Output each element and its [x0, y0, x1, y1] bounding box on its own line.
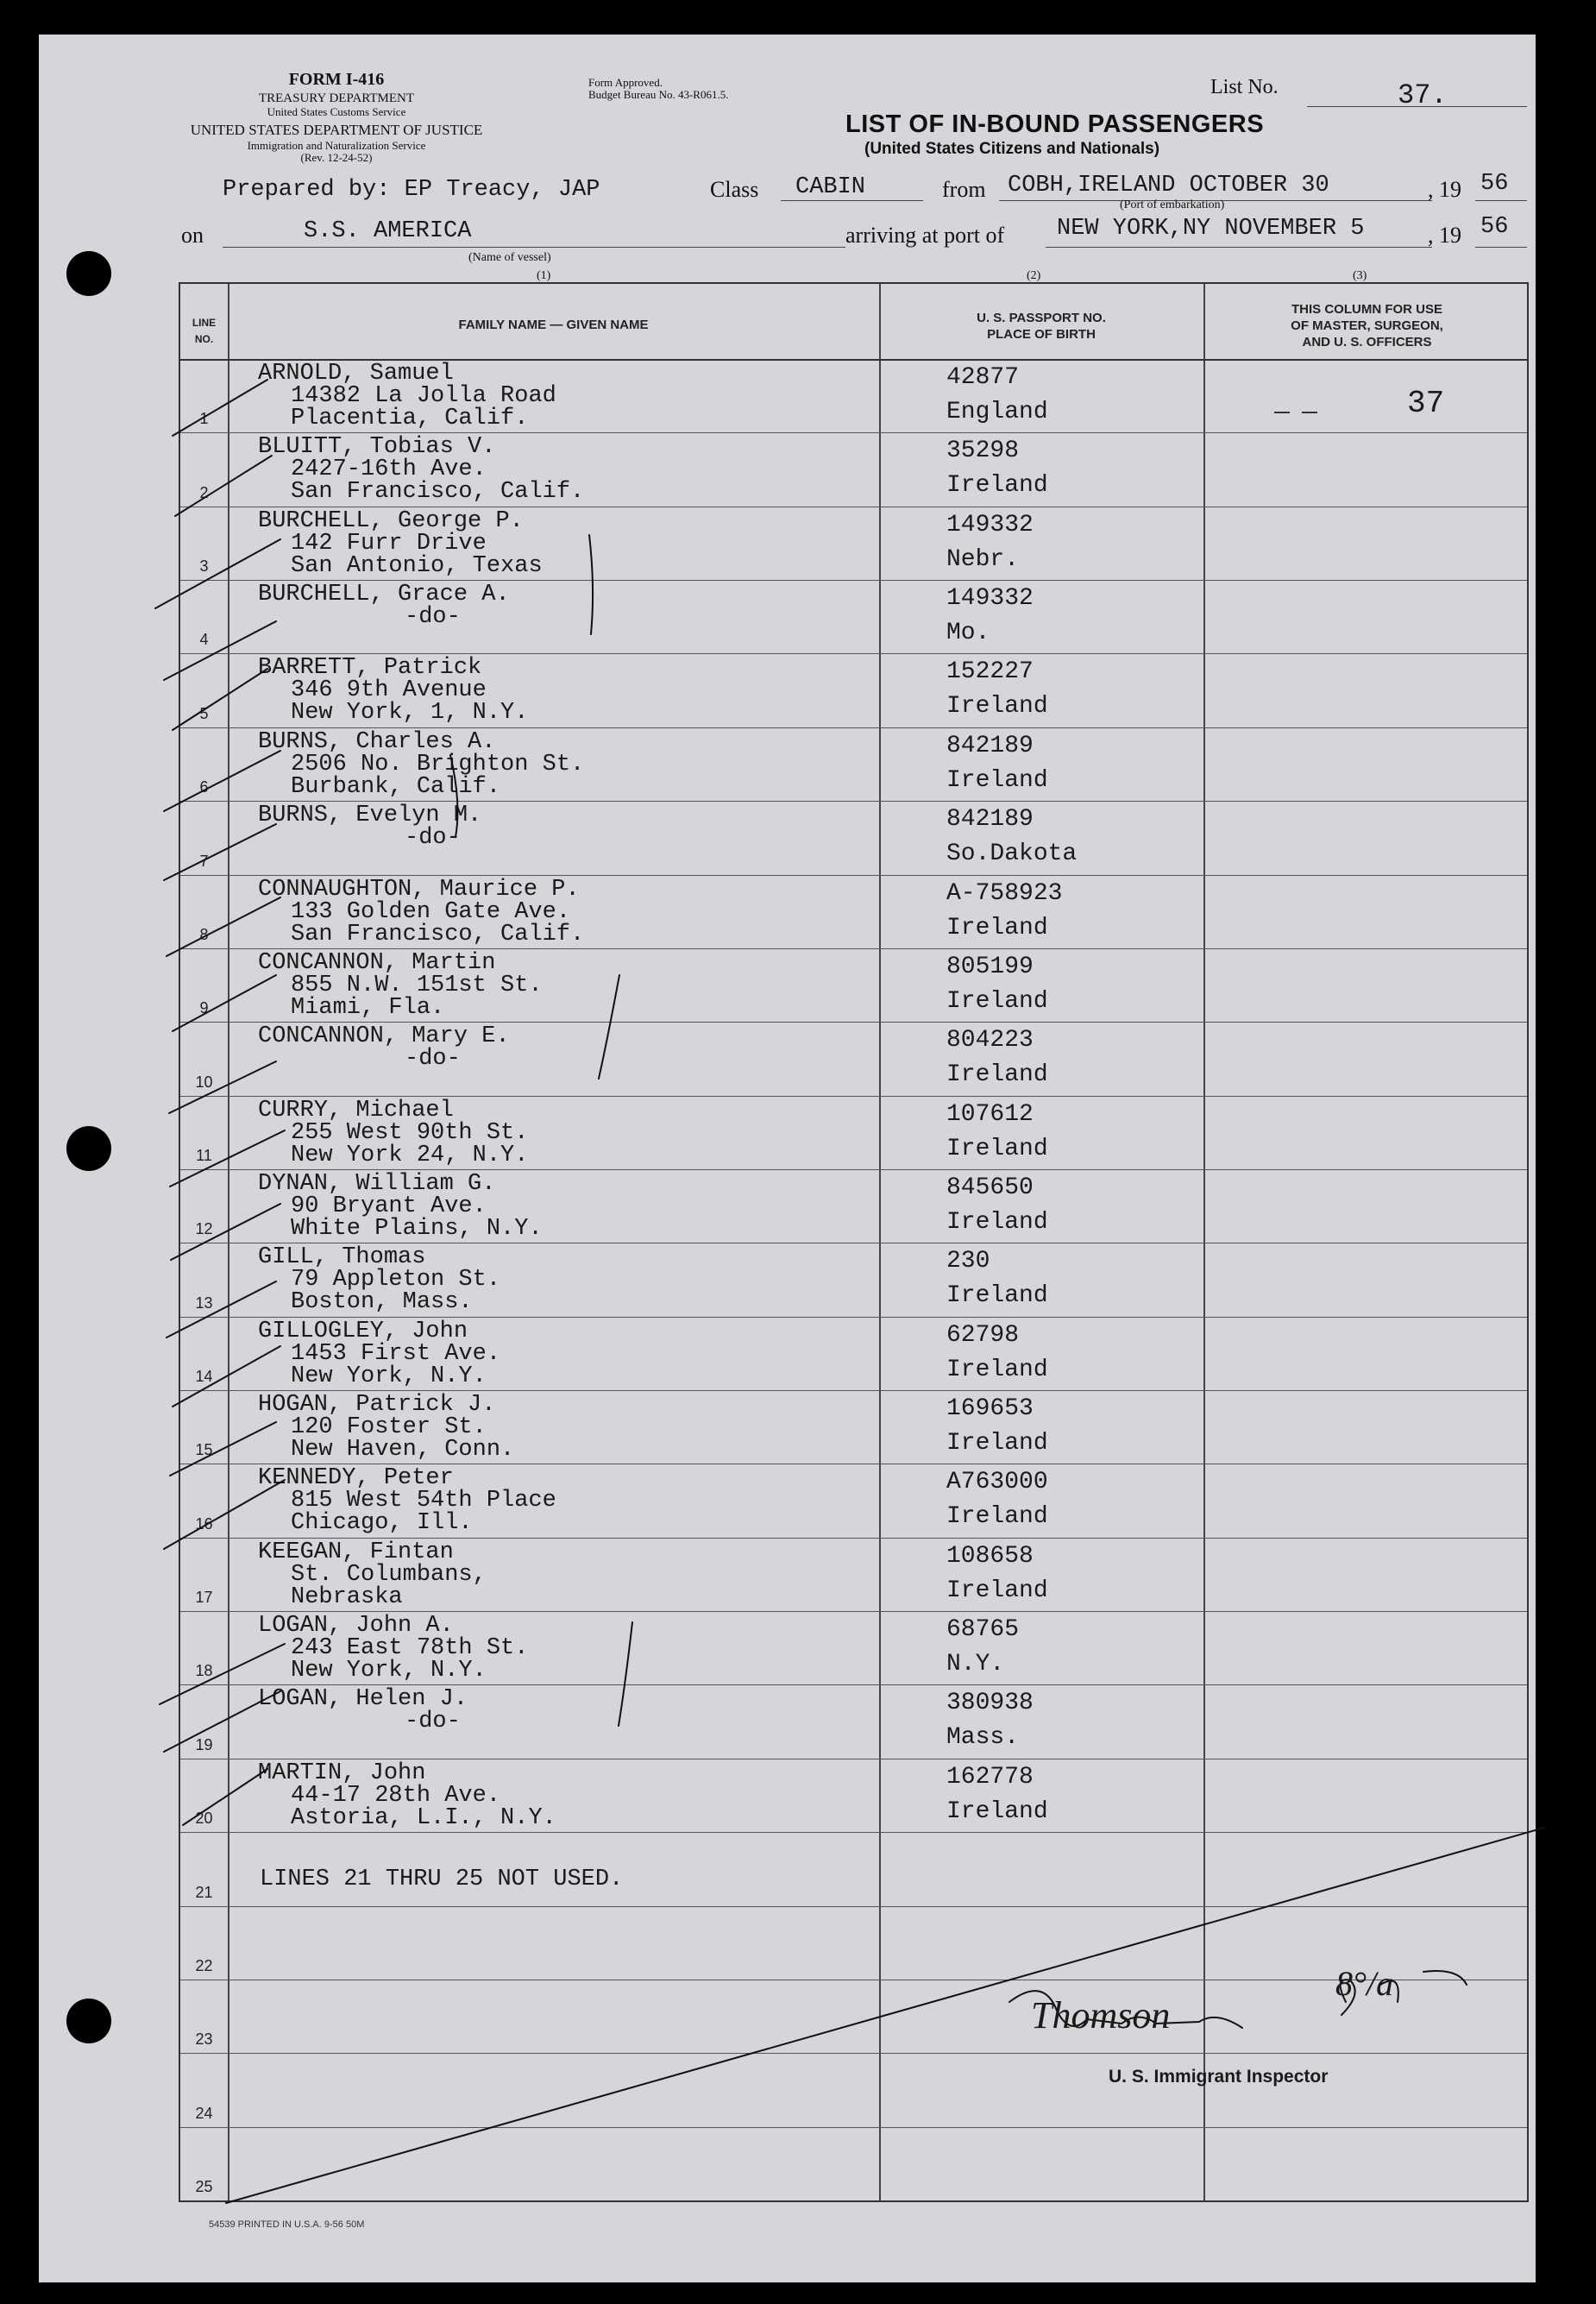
place-of-birth: Ireland	[946, 1135, 1048, 1162]
line-number: 14	[195, 1368, 213, 1386]
passport-number: 149332	[946, 511, 1034, 538]
passport-number: 62798	[946, 1321, 1020, 1349]
place-of-birth: Ireland	[946, 1797, 1048, 1825]
passport-number: 169653	[946, 1395, 1034, 1423]
line-number: 7	[199, 852, 209, 870]
passport-number: 804223	[946, 1027, 1034, 1054]
budget-bureau: Budget Bureau No. 43-R061.5.	[588, 88, 729, 101]
dept-treasury: TREASURY DEPARTMENT	[258, 91, 415, 105]
col-officers: THIS COLUMN FOR USE OF MASTER, SURGEON, AND U. S. OFFICERS	[1291, 302, 1443, 349]
passenger-name: HOGAN, Patrick J.	[258, 1392, 496, 1419]
passenger-address-line1: -do-	[405, 1709, 461, 1735]
passenger-address-line1: 120 Foster St.	[291, 1414, 487, 1441]
passenger-address-line1: 2427-16th Ave.	[291, 456, 487, 483]
inspector-signature: Thomson	[1031, 1994, 1171, 2036]
passenger-address-line1: 1453 First Ave.	[291, 1340, 501, 1367]
column-number-3: (3)	[1353, 269, 1367, 282]
passenger-name: DYNAN, William G.	[258, 1170, 496, 1197]
passenger-name: MARTIN, John	[258, 1759, 426, 1786]
port-of-embarkation: COBH,IRELAND OCTOBER 30	[1008, 173, 1329, 198]
place-of-birth: Ireland	[946, 1208, 1048, 1236]
line-number: 11	[196, 1146, 212, 1164]
column-number-1: (1)	[537, 269, 551, 282]
prepared-by: Prepared by: EP Treacy, JAP	[223, 177, 600, 203]
passenger-name: GILL, Thomas	[258, 1244, 426, 1271]
passenger-address-line2: San Antonio, Texas	[291, 552, 543, 579]
passenger-address-line2: New York, 1, N.Y.	[291, 700, 529, 727]
passenger-name: BURCHELL, Grace A.	[258, 582, 510, 608]
line-number: 4	[199, 631, 209, 649]
passenger-name: BARRETT, Patrick	[258, 655, 482, 682]
passenger-name: BURNS, Charles A.	[258, 728, 496, 755]
passenger-name: CONCANNON, Mary E.	[258, 1023, 510, 1050]
line-number: 3	[199, 557, 209, 576]
vessel-caption: (Name of vessel)	[468, 251, 551, 264]
col-passport: U. S. PASSPORT NO. PLACE OF BIRTH	[977, 311, 1106, 342]
form-number: FORM I-416	[288, 70, 385, 89]
passenger-address-line1: 255 West 90th St.	[291, 1119, 529, 1146]
class-label: Class	[710, 177, 759, 202]
passport-number: 108658	[946, 1542, 1034, 1570]
line-number: 16	[195, 1514, 213, 1533]
place-of-birth: Nebr.	[946, 545, 1020, 573]
place-of-birth: N.Y.	[946, 1651, 1005, 1678]
inspector-code: 8°/a	[1335, 1964, 1394, 2003]
passenger-address-line2: Nebraska	[291, 1583, 403, 1610]
year-prefix-1: , 19	[1428, 177, 1461, 202]
class-value: CABIN	[795, 174, 866, 200]
line-number: 18	[195, 1662, 213, 1680]
passport-number: 35298	[946, 438, 1020, 465]
passenger-name: KEEGAN, Fintan	[258, 1539, 454, 1565]
year-2: 56	[1480, 214, 1509, 240]
passenger-address-line2: Placentia, Calif.	[291, 406, 529, 431]
passenger-address-line1: -do-	[405, 604, 461, 631]
passport-number: 162778	[946, 1763, 1034, 1791]
year-prefix-2: , 19	[1428, 223, 1461, 248]
unused-lines-note: LINES 21 THRU 25 NOT USED.	[260, 1866, 624, 1892]
passenger-address-line2: Astoria, L.I., N.Y.	[291, 1804, 556, 1831]
on-label: on	[181, 223, 204, 248]
passenger-address-line2: Chicago, Ill.	[291, 1510, 473, 1537]
passenger-name: CURRY, Michael	[258, 1097, 454, 1124]
place-of-birth: England	[946, 399, 1048, 425]
passenger-address-line1: 346 9th Avenue	[291, 677, 487, 704]
embarkation-caption: (Port of embarkation)	[1120, 198, 1225, 211]
passenger-address-line2: New York, N.Y.	[291, 1363, 487, 1389]
passport-number: 42877	[946, 364, 1020, 391]
place-of-birth: Ireland	[946, 693, 1048, 721]
passport-number: 68765	[946, 1616, 1020, 1644]
passenger-address-line2: San Francisco, Calif.	[291, 479, 585, 506]
passport-number: A-758923	[946, 879, 1063, 907]
line-number: 2	[199, 483, 209, 501]
from-label: from	[942, 177, 986, 202]
line-number: 24	[195, 2104, 213, 2122]
passport-number: 842189	[946, 732, 1034, 759]
passenger-address-line1: 2506 No. Brighton St.	[291, 751, 585, 777]
passenger-address-line2: Burbank, Calif.	[291, 773, 501, 800]
col-line-no: LINE NO.	[192, 317, 217, 345]
column-number-2: (2)	[1027, 269, 1041, 282]
dept-justice: UNITED STATES DEPARTMENT OF JUSTICE	[190, 122, 483, 138]
inspector-title: U. S. Immigrant Inspector	[1109, 2067, 1329, 2087]
form-approved: Form Approved.	[588, 76, 663, 89]
line-number: 23	[195, 2030, 213, 2049]
passenger-address-line1: 90 Bryant Ave.	[291, 1193, 487, 1219]
vessel-name: S.S. AMERICA	[304, 218, 472, 244]
passenger-address-line1: 79 Appleton St.	[291, 1267, 501, 1294]
port-of-arrival: NEW YORK,NY NOVEMBER 5	[1057, 216, 1365, 242]
passport-number: 152227	[946, 658, 1034, 686]
arriving-label: arriving at port of	[845, 223, 1005, 248]
passenger-address-line1: 142 Furr Drive	[291, 530, 487, 557]
passport-number: A763000	[946, 1469, 1048, 1496]
passenger-address-line1: St. Columbans,	[291, 1561, 487, 1588]
passport-number: 380938	[946, 1690, 1034, 1717]
line-number: 10	[195, 1073, 213, 1091]
passenger-name: CONNAUGHTON, Maurice P.	[258, 876, 580, 903]
col-name: FAMILY NAME — GIVEN NAME	[458, 318, 649, 332]
place-of-birth: Ireland	[946, 1503, 1048, 1531]
line-number: 6	[199, 778, 209, 796]
passport-number: 805199	[946, 953, 1034, 980]
list-no-label: List No.	[1210, 76, 1279, 98]
place-of-birth: Ireland	[946, 1356, 1048, 1383]
line-number: 13	[195, 1294, 213, 1312]
passenger-address-line1: 855 N.W. 151st St.	[291, 972, 543, 998]
line-number: 25	[195, 2178, 213, 2195]
passport-number: 149332	[946, 585, 1034, 613]
officer-mark: 37	[1407, 386, 1445, 421]
passenger-address-line1: 243 East 78th St.	[291, 1635, 529, 1662]
passenger-address-line2: San Francisco, Calif.	[291, 921, 585, 947]
passport-number: 842189	[946, 806, 1034, 834]
line-number: 5	[199, 704, 209, 722]
print-footer: 54539 PRINTED IN U.S.A. 9-56 50M	[209, 2219, 365, 2230]
passenger-address-line2: New York 24, N.Y.	[291, 1142, 529, 1168]
list-no-value: 37.	[1398, 79, 1448, 111]
line-number: 8	[199, 925, 209, 943]
passenger-address-line1: 14382 La Jolla Road	[291, 383, 556, 409]
place-of-birth: Ireland	[946, 1061, 1048, 1089]
passenger-name: LOGAN, John A.	[258, 1613, 454, 1640]
line-number: 20	[195, 1810, 213, 1828]
passport-number: 107612	[946, 1100, 1034, 1128]
passenger-name: CONCANNON, Martin	[258, 949, 496, 976]
passenger-address-line1: 44-17 28th Ave.	[291, 1782, 501, 1809]
passenger-name: GILLOGLEY, John	[258, 1318, 468, 1344]
line-number: 15	[195, 1441, 213, 1459]
place-of-birth: Ireland	[946, 1282, 1048, 1310]
place-of-birth: So.Dakota	[946, 840, 1078, 868]
place-of-birth: Ireland	[946, 472, 1048, 500]
form-revision: (Rev. 12-24-52)	[300, 151, 373, 164]
passenger-name: BLUITT, Tobias V.	[258, 434, 496, 461]
passenger-name: LOGAN, Helen J.	[258, 1686, 468, 1713]
line-number: 9	[199, 999, 209, 1017]
passenger-address-line1: 133 Golden Gate Ave.	[291, 898, 571, 925]
dept-customs: United States Customs Service	[267, 105, 406, 118]
place-of-birth: Ireland	[946, 914, 1048, 941]
passport-number: 845650	[946, 1174, 1034, 1201]
place-of-birth: Mo.	[946, 620, 990, 647]
passenger-name: KENNEDY, Peter	[258, 1465, 454, 1492]
year-1: 56	[1480, 171, 1509, 197]
page-title: LIST OF IN-BOUND PASSENGERS	[845, 110, 1265, 138]
page-subtitle: (United States Citizens and Nationals)	[864, 140, 1160, 158]
passenger-address-line1: 815 West 54th Place	[291, 1488, 556, 1514]
line-number: 17	[195, 1589, 213, 1607]
line-number: 22	[195, 1956, 213, 1974]
place-of-birth: Ireland	[946, 1430, 1048, 1457]
dept-immigration: Immigration and Naturalization Service	[247, 139, 426, 152]
passenger-address-line2: New Haven, Conn.	[291, 1437, 515, 1464]
line-number: 19	[195, 1735, 213, 1753]
place-of-birth: Ireland	[946, 987, 1048, 1015]
place-of-birth: Ireland	[946, 766, 1048, 794]
passport-number: 230	[946, 1248, 990, 1275]
passenger-address-line2: White Plains, N.Y.	[291, 1215, 543, 1242]
passenger-address-line1: -do-	[405, 825, 461, 852]
line-number: 21	[195, 1883, 213, 1901]
passenger-address-line2: Boston, Mass.	[291, 1289, 473, 1316]
passenger-name: BURNS, Evelyn M.	[258, 803, 482, 829]
passenger-address-line2: New York, N.Y.	[291, 1658, 487, 1684]
passenger-address-line2: Miami, Fla.	[291, 994, 445, 1021]
passenger-name: ARNOLD, Samuel	[258, 361, 454, 387]
line-number: 1	[199, 410, 209, 428]
passenger-address-line1: -do-	[405, 1046, 461, 1073]
line-number: 12	[195, 1220, 213, 1238]
place-of-birth: Mass.	[946, 1724, 1020, 1752]
passenger-name: BURCHELL, George P.	[258, 507, 524, 534]
place-of-birth: Ireland	[946, 1577, 1048, 1604]
